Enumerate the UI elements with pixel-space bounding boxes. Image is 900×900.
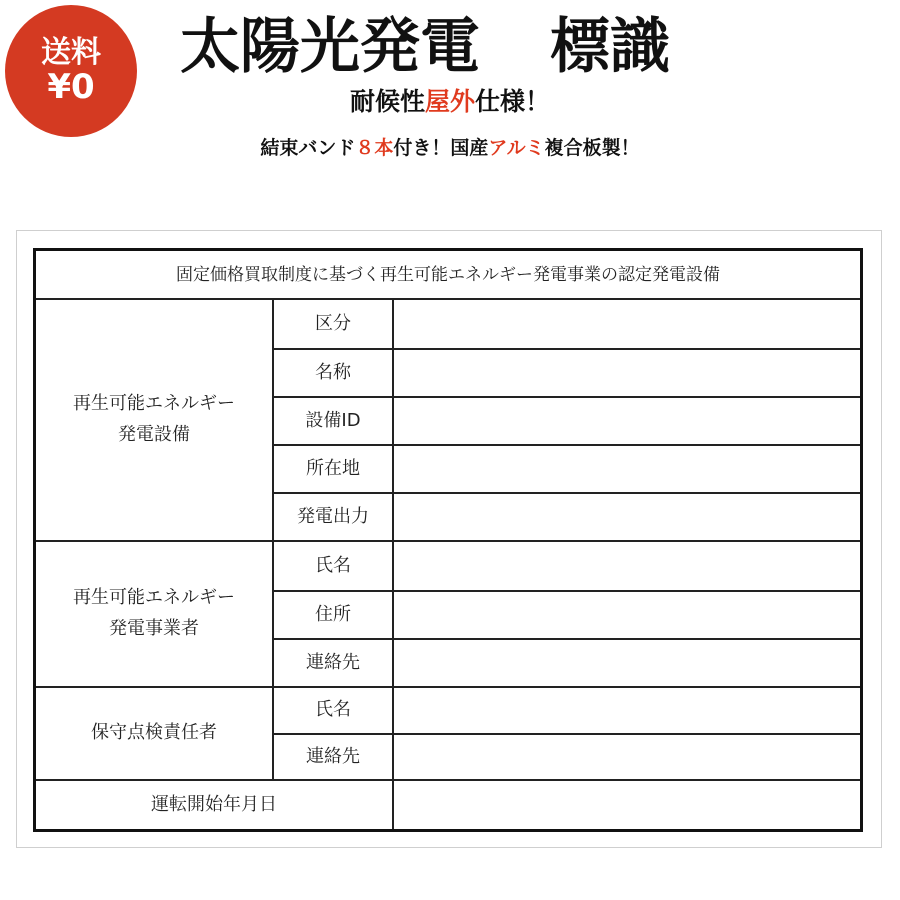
group-label-line: 発電事業者 <box>109 618 199 639</box>
badge-price: ¥0 <box>47 66 95 107</box>
field-label: 所在地 <box>306 457 360 479</box>
group-label-line: 発電設備 <box>118 424 190 445</box>
field-label: 住所 <box>315 603 351 625</box>
title-main: 太陽光発電 <box>180 12 480 82</box>
field-label: 連絡先 <box>306 745 360 767</box>
group-label-operator <box>36 542 272 686</box>
field-label: 名称 <box>315 361 351 383</box>
field-label: 氏名 <box>315 699 351 721</box>
feature-text: 付き！国産 <box>393 137 489 159</box>
title-sub: 標識 <box>550 12 670 82</box>
group-label-maintenance <box>36 688 272 779</box>
feature-text: 結束バンド <box>260 137 356 159</box>
weather-resistance-tagline <box>0 82 900 118</box>
feature-highlight: ８本 <box>355 137 394 159</box>
solar-sign-board <box>33 248 863 832</box>
field-label: 発電出力 <box>297 505 369 527</box>
field-label: 設備ID <box>305 409 361 431</box>
operation-start-date-label: 運転開始年月日 <box>151 793 277 815</box>
field-label: 連絡先 <box>306 651 360 673</box>
feature-tagline <box>0 133 900 160</box>
group-label-line: 再生可能エネルギー <box>73 587 235 609</box>
feature-highlight: アルミ <box>488 137 545 159</box>
divider <box>392 299 394 829</box>
field-label: 氏名 <box>315 554 351 576</box>
tagline-highlight: 屋外 <box>424 87 475 116</box>
sign-heading: 固定価格買取制度に基づく再生可能エネルギー発電事業の認定発電設備 <box>176 264 720 285</box>
tagline-text: 耐候性 <box>349 87 425 116</box>
group-label-equipment <box>36 300 272 540</box>
page-title <box>180 2 740 82</box>
badge-label: 送料 <box>41 34 101 70</box>
field-label: 区分 <box>315 312 351 334</box>
group-label-line: 保守点検責任者 <box>91 722 217 744</box>
tagline-text: 仕様！ <box>475 87 551 116</box>
group-label-line: 再生可能エネルギー <box>73 393 235 415</box>
feature-text: 複合板製！ <box>544 137 640 159</box>
